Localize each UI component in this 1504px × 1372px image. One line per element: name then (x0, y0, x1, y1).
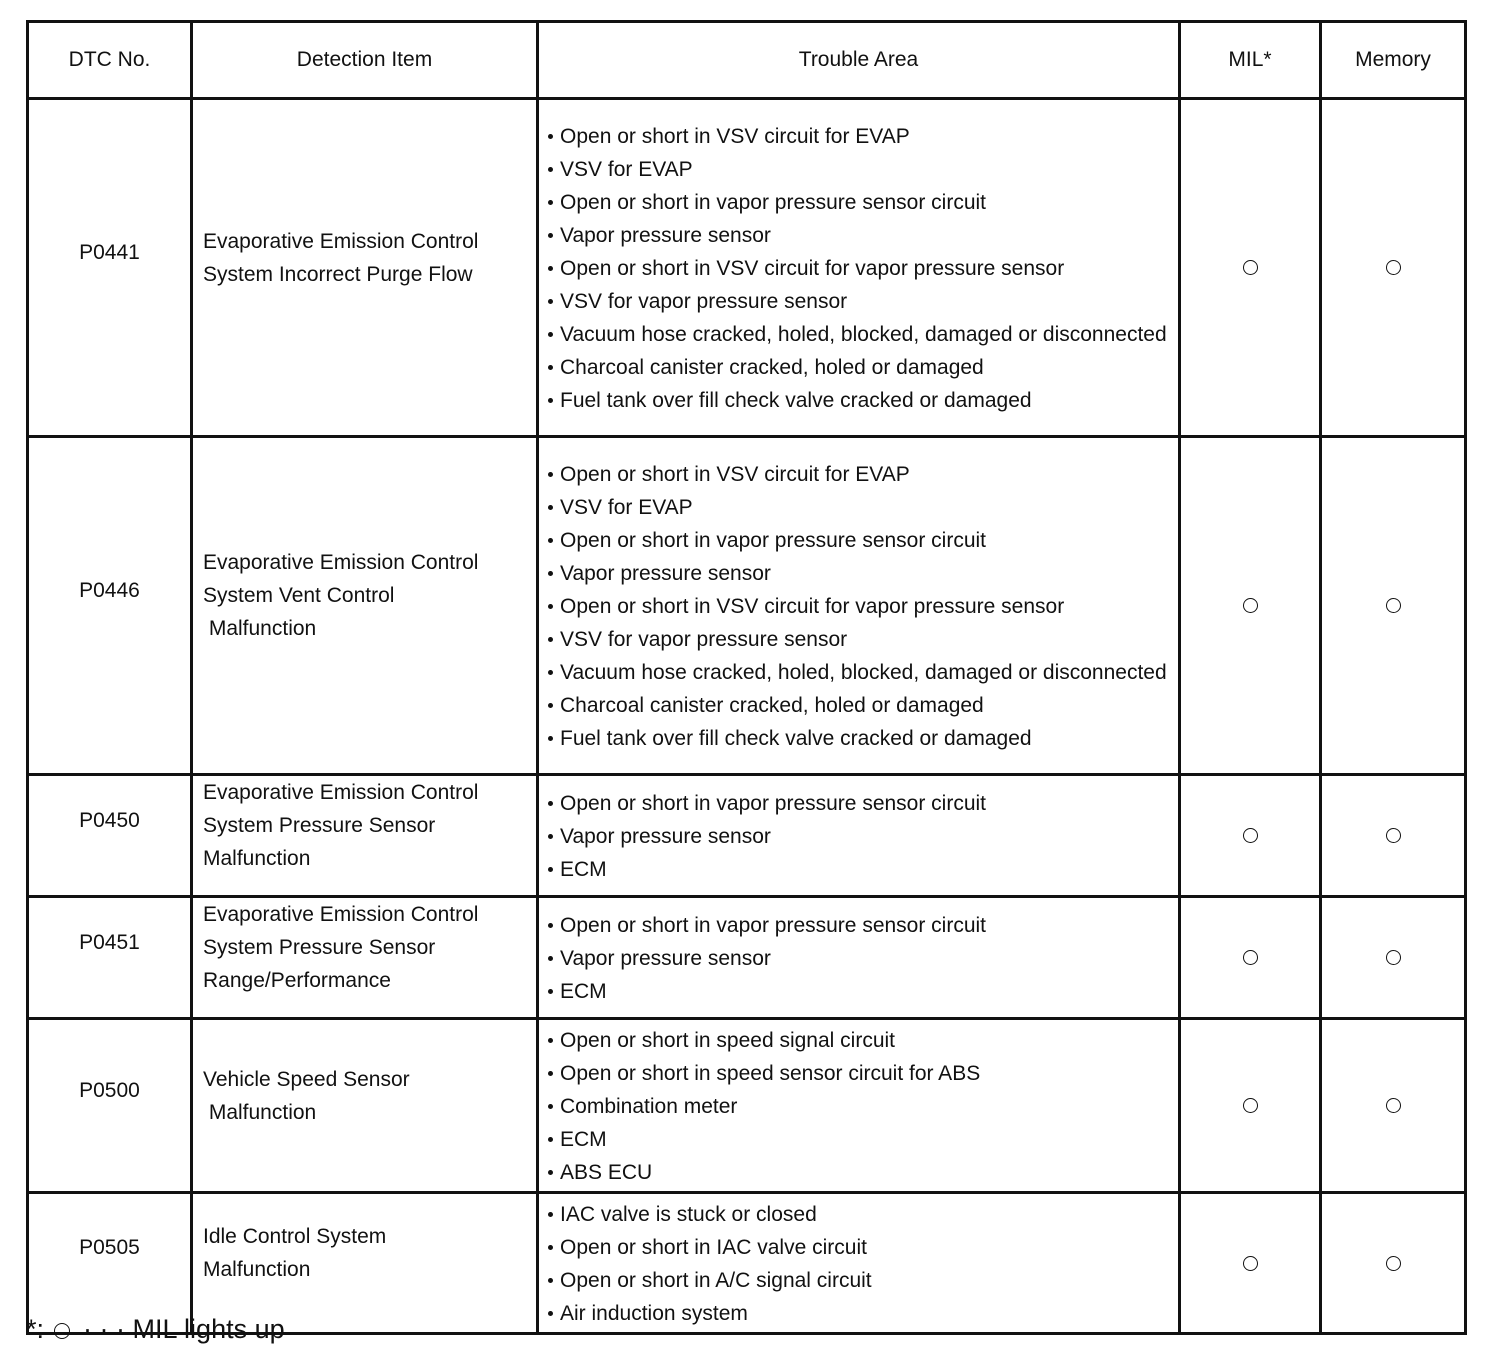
table-row (28, 437, 1466, 775)
table-row (28, 1019, 1466, 1193)
circle-icon (1386, 828, 1401, 843)
detection-item-line: Malfunction (203, 617, 317, 640)
circle-icon (1243, 260, 1258, 275)
detection-item-line: Malfunction (203, 1258, 311, 1281)
detection-item-line: Malfunction (203, 847, 311, 870)
footnote-text: MIL lights up (132, 1314, 285, 1344)
list-item: VSV for EVAP (547, 153, 1170, 186)
dtc-code: P0441 (28, 99, 192, 437)
detection-item (192, 897, 538, 1019)
list-item: ECM (547, 975, 1170, 1008)
list-item: Open or short in vapor pressure sensor circuit (547, 909, 1170, 942)
list-item: Fuel tank over fill check valve cracked or damaged (547, 384, 1170, 417)
trouble-area (538, 437, 1180, 775)
memory-cell (1321, 437, 1466, 775)
header-trouble-area: Trouble Area (538, 22, 1180, 99)
circle-icon (1243, 828, 1258, 843)
footnote-separator: · · · (83, 1314, 126, 1344)
detection-item-line: System Incorrect Purge Flow (203, 262, 473, 286)
detection-item-line: System Pressure Sensor (203, 814, 436, 837)
circle-icon (1243, 950, 1258, 965)
table-row (28, 1193, 1466, 1334)
detection-item-line: Vehicle Speed Sensor (203, 1067, 410, 1091)
detection-item (192, 99, 538, 437)
trouble-area-list (547, 458, 1170, 755)
list-item: ECM (547, 853, 1170, 886)
memory-cell (1321, 775, 1466, 897)
dtc-code: P0450 (28, 775, 192, 897)
dtc-code: P0446 (28, 437, 192, 775)
list-item: Vacuum hose cracked, holed, blocked, damaged or disconnected (547, 318, 1170, 351)
table-row (28, 99, 1466, 437)
list-item: Charcoal canister cracked, holed or damaged (547, 689, 1170, 722)
detection-item-line: Evaporative Emission Control (203, 551, 479, 574)
detection-item-line: Evaporative Emission Control (203, 903, 479, 926)
circle-icon (1386, 1256, 1401, 1271)
list-item: Open or short in VSV circuit for vapor pressure sensor (547, 590, 1170, 623)
table-body (28, 99, 1466, 1334)
list-item: Open or short in VSV circuit for vapor pressure sensor (547, 252, 1170, 285)
list-item: Charcoal canister cracked, holed or damaged (547, 351, 1170, 384)
trouble-area (538, 99, 1180, 437)
footnote-prefix: *: (26, 1314, 45, 1344)
footnote (26, 1314, 285, 1345)
trouble-area-list (547, 909, 1170, 1008)
trouble-area (538, 1193, 1180, 1334)
trouble-area (538, 775, 1180, 897)
circle-icon (54, 1323, 70, 1339)
detection-item (192, 1193, 538, 1334)
detection-item (192, 437, 538, 775)
circle-icon (1386, 260, 1401, 275)
mil-cell (1180, 437, 1321, 775)
detection-item-line: Idle Control System (203, 1225, 387, 1248)
detection-item (192, 775, 538, 897)
detection-item (192, 1019, 538, 1193)
memory-cell (1321, 1019, 1466, 1193)
detection-item-line: Evaporative Emission Control (203, 229, 479, 253)
list-item: Open or short in vapor pressure sensor circuit (547, 186, 1170, 219)
table-row (28, 897, 1466, 1019)
dtc-code: P0500 (28, 1019, 192, 1193)
mil-cell (1180, 775, 1321, 897)
list-item: Open or short in VSV circuit for EVAP (547, 458, 1170, 491)
detection-item-line: Range/Performance (203, 969, 391, 992)
trouble-area (538, 1019, 1180, 1193)
circle-icon (1243, 1098, 1258, 1113)
list-item: Open or short in vapor pressure sensor circuit (547, 524, 1170, 557)
list-item: Vapor pressure sensor (547, 820, 1170, 853)
list-item: Open or short in IAC valve circuit (547, 1231, 1170, 1264)
list-item: ECM (547, 1123, 1170, 1156)
list-item: Vapor pressure sensor (547, 219, 1170, 252)
header-mil: MIL* (1180, 22, 1321, 99)
detection-item-line: System Pressure Sensor (203, 936, 436, 959)
trouble-area-list (547, 120, 1170, 417)
trouble-area-list (547, 1198, 1170, 1330)
dtc-code: P0505 (28, 1193, 192, 1334)
dtc-table (26, 20, 1467, 1335)
trouble-area-list (547, 1024, 1170, 1189)
header-memory: Memory (1321, 22, 1466, 99)
detection-item-line: System Vent Control (203, 584, 395, 607)
detection-item-line: Malfunction (203, 1100, 317, 1124)
detection-item-line: Evaporative Emission Control (203, 781, 479, 804)
list-item: Air induction system (547, 1297, 1170, 1330)
mil-cell (1180, 99, 1321, 437)
list-item: Fuel tank over fill check valve cracked or damaged (547, 722, 1170, 755)
list-item: Open or short in VSV circuit for EVAP (547, 120, 1170, 153)
list-item: Open or short in vapor pressure sensor circuit (547, 787, 1170, 820)
list-item: Vacuum hose cracked, holed, blocked, damaged or disconnected (547, 656, 1170, 689)
list-item: IAC valve is stuck or closed (547, 1198, 1170, 1231)
dtc-code: P0451 (28, 897, 192, 1019)
list-item: Open or short in A/C signal circuit (547, 1264, 1170, 1297)
trouble-area (538, 897, 1180, 1019)
list-item: VSV for EVAP (547, 491, 1170, 524)
trouble-area-list (547, 787, 1170, 886)
list-item: VSV for vapor pressure sensor (547, 623, 1170, 656)
header-row (28, 22, 1466, 99)
list-item: Vapor pressure sensor (547, 557, 1170, 590)
list-item: Combination meter (547, 1090, 1170, 1123)
mil-cell (1180, 897, 1321, 1019)
list-item: Open or short in speed signal circuit (547, 1024, 1170, 1057)
memory-cell (1321, 99, 1466, 437)
circle-icon (1243, 598, 1258, 613)
memory-cell (1321, 1193, 1466, 1334)
memory-cell (1321, 897, 1466, 1019)
mil-cell (1180, 1019, 1321, 1193)
list-item: ABS ECU (547, 1156, 1170, 1189)
header-detection-item: Detection Item (192, 22, 538, 99)
table-row (28, 775, 1466, 897)
list-item: Open or short in speed sensor circuit for ABS (547, 1057, 1170, 1090)
list-item: Vapor pressure sensor (547, 942, 1170, 975)
circle-icon (1386, 1098, 1401, 1113)
circle-icon (1243, 1256, 1258, 1271)
mil-cell (1180, 1193, 1321, 1334)
circle-icon (1386, 598, 1401, 613)
list-item: VSV for vapor pressure sensor (547, 285, 1170, 318)
header-dtc-no: DTC No. (28, 22, 192, 99)
circle-icon (1386, 950, 1401, 965)
